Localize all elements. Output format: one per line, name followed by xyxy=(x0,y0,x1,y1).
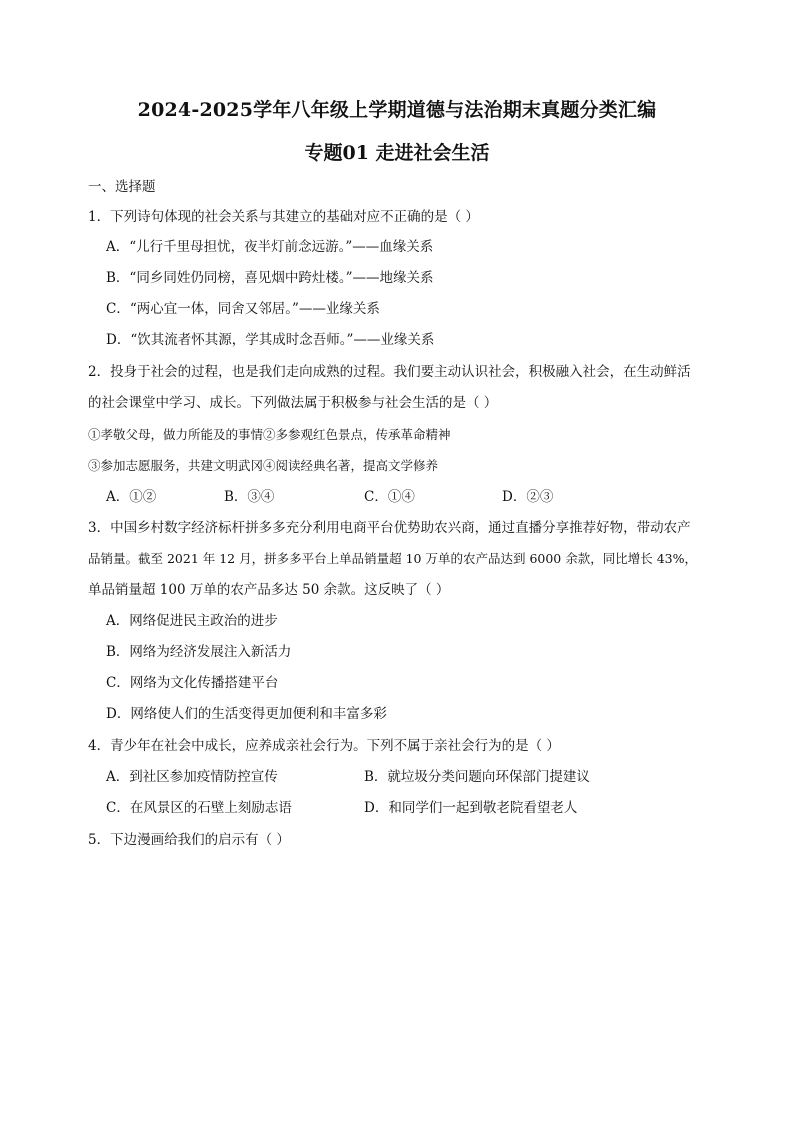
question-4-option-c: C．在风景区的石壁上刻励志语 xyxy=(106,800,292,816)
question-2-items-line2: ③参加志愿服务，共建文明武冈④阅读经典名著，提高文学修养 xyxy=(88,458,439,473)
question-2-stem-line2: 的社会课堂中学习、成长。下列做法属于积极参与社会生活的是（ ） xyxy=(88,395,498,411)
question-1-option-b: B．“同乡同姓仍同榜，喜见烟中跨灶楼。”——地缘关系 xyxy=(106,270,434,286)
question-4-option-d: D．和同学们一起到敬老院看望老人 xyxy=(364,800,578,816)
question-3-option-a: A．网络促进民主政治的进步 xyxy=(106,613,278,629)
question-2-option-d: D．②③ xyxy=(502,489,554,505)
question-3-option-c: C．网络为文化传播搭建平台 xyxy=(106,675,279,691)
question-2-stem-line1: 2．投身于社会的过程，也是我们走向成熟的过程。我们要主动认识社会，积极融入社会，在生动鲜活 xyxy=(88,364,691,380)
question-5-stem: 5．下边漫画给我们的启示有（ ） xyxy=(88,832,290,848)
question-2-option-b: B．③④ xyxy=(224,489,275,505)
question-2-option-a: A．①② xyxy=(106,489,157,505)
question-3-stem-line3: 单品销量超 100 万单的农产品多达 50 余款。这反映了（ ） xyxy=(88,582,450,598)
question-4-option-b: B．就垃圾分类问题向环保部门提建议 xyxy=(364,769,590,785)
question-3-option-d: D．网络使人们的生活变得更加便利和丰富多彩 xyxy=(106,706,387,722)
question-3-option-b: B．网络为经济发展注入新活力 xyxy=(106,644,292,660)
document-subtitle: 专题01 走进社会生活 xyxy=(304,142,490,164)
question-2-option-c: C．①④ xyxy=(364,489,415,505)
question-1-stem: 1．下列诗句体现的社会关系与其建立的基础对应不正确的是（ ） xyxy=(88,209,479,225)
question-2-items-line1: ①孝敬父母，做力所能及的事情②多参观红色景点，传承革命精神 xyxy=(88,427,451,442)
question-4-stem: 4．青少年在社会中成长，应养成亲社会行为。下列不属于亲社会行为的是（ ） xyxy=(88,738,560,754)
section-label: 一、选择题 xyxy=(88,179,156,195)
question-3-stem-line1: 3．中国乡村数字经济标杆拼多多充分利用电商平台优势助农兴商，通过直播分享推荐好物，带动农产 xyxy=(88,520,691,536)
question-4-option-a: A．到社区参加疫情防控宣传 xyxy=(106,769,278,785)
question-1-option-a: A．“儿行千里母担忧，夜半灯前念远游。”——血缘关系 xyxy=(106,239,434,255)
question-3-stem-line2: 品销量。截至 2021 年 12 月，拼多多平台上单品销量超 10 万单的农产品达到 6000 余款，同比增长 43%， xyxy=(88,551,697,566)
question-1-option-d: D．“饮其流者怀其源，学其成时念吾师。”——业缘关系 xyxy=(106,332,435,348)
document-title: 2024-2025学年八年级上学期道德与法治期末真题分类汇编 xyxy=(137,99,657,121)
question-1-option-c: C．“两心宜一体，同舍又邻居。”——业缘关系 xyxy=(106,301,380,317)
